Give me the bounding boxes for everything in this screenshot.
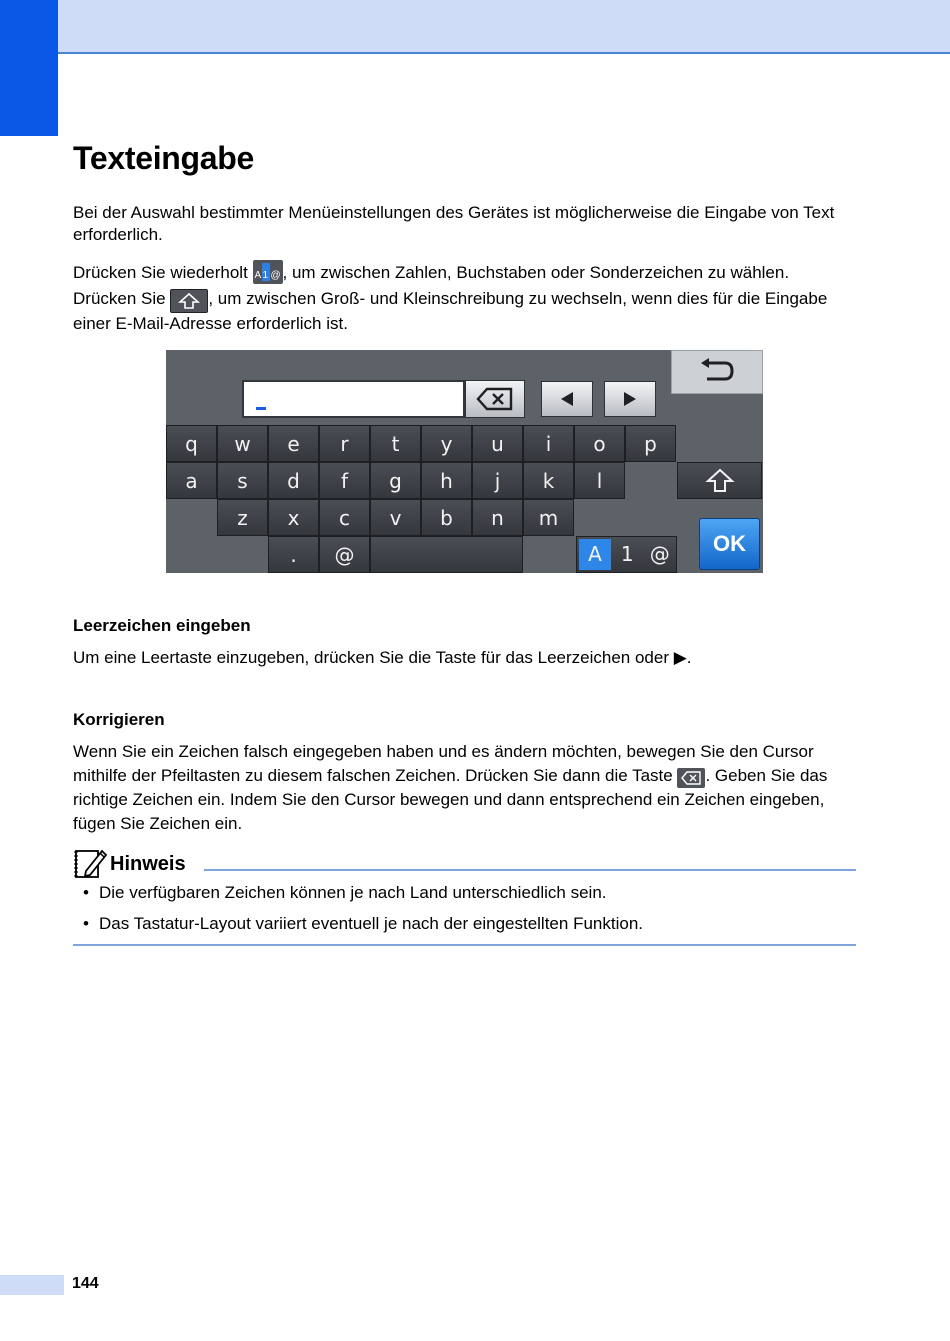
key-s[interactable]: s bbox=[217, 462, 268, 499]
arrow-right-icon bbox=[620, 390, 640, 408]
backspace-icon bbox=[475, 386, 515, 412]
text-input-field[interactable] bbox=[242, 380, 465, 418]
cursor-left-button[interactable] bbox=[541, 381, 593, 417]
note-pencil-icon bbox=[74, 847, 108, 879]
mode-symbols: @ bbox=[649, 542, 670, 566]
key-m[interactable]: m bbox=[523, 499, 574, 536]
key-t[interactable]: t bbox=[370, 425, 421, 462]
shift-icon bbox=[170, 289, 208, 313]
key-e[interactable]: e bbox=[268, 425, 319, 462]
backspace-icon bbox=[677, 768, 705, 788]
mode-numbers: 1 bbox=[620, 542, 634, 566]
correct-heading: Korrigieren bbox=[73, 710, 165, 729]
page-title: Texteingabe bbox=[73, 140, 255, 176]
key-p[interactable]: p bbox=[625, 425, 676, 462]
cursor-right-button[interactable] bbox=[604, 381, 656, 417]
undo-button[interactable] bbox=[671, 350, 763, 394]
key-k[interactable]: k bbox=[523, 462, 574, 499]
key-f[interactable]: f bbox=[319, 462, 370, 499]
key-b[interactable]: b bbox=[421, 499, 472, 536]
note-label: Hinweis bbox=[110, 853, 186, 875]
key-l[interactable]: l bbox=[574, 462, 625, 499]
key-d[interactable]: d bbox=[268, 462, 319, 499]
key-x[interactable]: x bbox=[268, 499, 319, 536]
ok-button[interactable]: OK bbox=[699, 518, 760, 570]
key-y[interactable]: y bbox=[421, 425, 472, 462]
shift-key[interactable] bbox=[677, 462, 762, 499]
mode-toggle-icon: A 1 @ bbox=[253, 260, 283, 284]
mode-text-after: , um zwischen Zahlen, Buchstaben oder Sonderzeichen zu wählen. bbox=[282, 263, 790, 282]
undo-icon bbox=[697, 357, 737, 387]
bullet-marker: • bbox=[83, 883, 89, 902]
key-n[interactable]: n bbox=[472, 499, 523, 536]
footer-band bbox=[0, 1275, 64, 1295]
space-text: Um eine Leertaste einzugeben, drücken Sie die Taste für das Leerzeichen oder ▶. bbox=[73, 648, 692, 667]
note-item: Die verfügbaren Zeichen können je nach Land unterschiedlich sein. bbox=[99, 883, 607, 902]
text-cursor bbox=[256, 407, 266, 410]
shift-text-before: Drücken Sie bbox=[73, 289, 171, 308]
backspace-button[interactable] bbox=[465, 380, 525, 418]
key-g[interactable]: g bbox=[370, 462, 421, 499]
key-r[interactable]: r bbox=[319, 425, 370, 462]
space-heading: Leerzeichen eingeben bbox=[73, 616, 251, 635]
shift-paragraph bbox=[73, 288, 863, 335]
correct-text-before: Wenn Sie ein Zeichen falsch eingegeben haben und es ändern möchten, bewegen Sie den Cursor mithilfe der Pfeiltasten zu diesem falschen Zeichen. Drücken Sie dann die Taste bbox=[73, 742, 814, 785]
keyboard-screen bbox=[166, 350, 763, 573]
shift-icon bbox=[705, 468, 735, 494]
key-period[interactable]: . bbox=[268, 536, 319, 573]
space-key[interactable] bbox=[370, 536, 523, 573]
key-c[interactable]: c bbox=[319, 499, 370, 536]
arrow-left-icon bbox=[557, 390, 577, 408]
key-i[interactable]: i bbox=[523, 425, 574, 462]
key-a[interactable]: a bbox=[166, 462, 217, 499]
note-divider-bottom bbox=[73, 944, 856, 946]
chapter-tab bbox=[0, 0, 58, 136]
key-at[interactable]: @ bbox=[319, 536, 370, 573]
key-o[interactable]: o bbox=[574, 425, 625, 462]
key-v[interactable]: v bbox=[370, 499, 421, 536]
header-band bbox=[0, 0, 950, 54]
key-j[interactable]: j bbox=[472, 462, 523, 499]
mode-switch-key[interactable] bbox=[576, 536, 677, 573]
mode-text-before: Drücken Sie wiederholt bbox=[73, 263, 253, 282]
intro-paragraph: Bei der Auswahl bestimmter Menüeinstellungen des Gerätes ist möglicherweise die Eingabe von Text erforderlich. bbox=[73, 203, 835, 244]
key-w[interactable]: w bbox=[217, 425, 268, 462]
mode-paragraph bbox=[73, 260, 863, 284]
key-z[interactable]: z bbox=[217, 499, 268, 536]
mode-letters: A bbox=[579, 539, 611, 570]
key-u[interactable]: u bbox=[472, 425, 523, 462]
note-item: Das Tastatur-Layout variiert eventuell je nach der eingestellten Funktion. bbox=[99, 914, 643, 933]
bullet-marker: • bbox=[83, 914, 89, 933]
key-q[interactable]: q bbox=[166, 425, 217, 462]
page-number: 144 bbox=[72, 1275, 99, 1292]
correct-text-after: . Geben Sie das richtige Zeichen ein. Indem Sie den Cursor bewegen und dann entsprechend ein Zeichen eingeben, fügen Sie Zeichen ein. bbox=[73, 766, 828, 833]
shift-text-after: , um zwischen Groß- und Kleinschreibung zu wechseln, wenn dies für die Eingabe einer E-Mail-Adresse erforderlich ist. bbox=[73, 289, 828, 333]
correct-text bbox=[73, 740, 863, 836]
note-divider-top bbox=[204, 869, 856, 871]
key-h[interactable]: h bbox=[421, 462, 472, 499]
